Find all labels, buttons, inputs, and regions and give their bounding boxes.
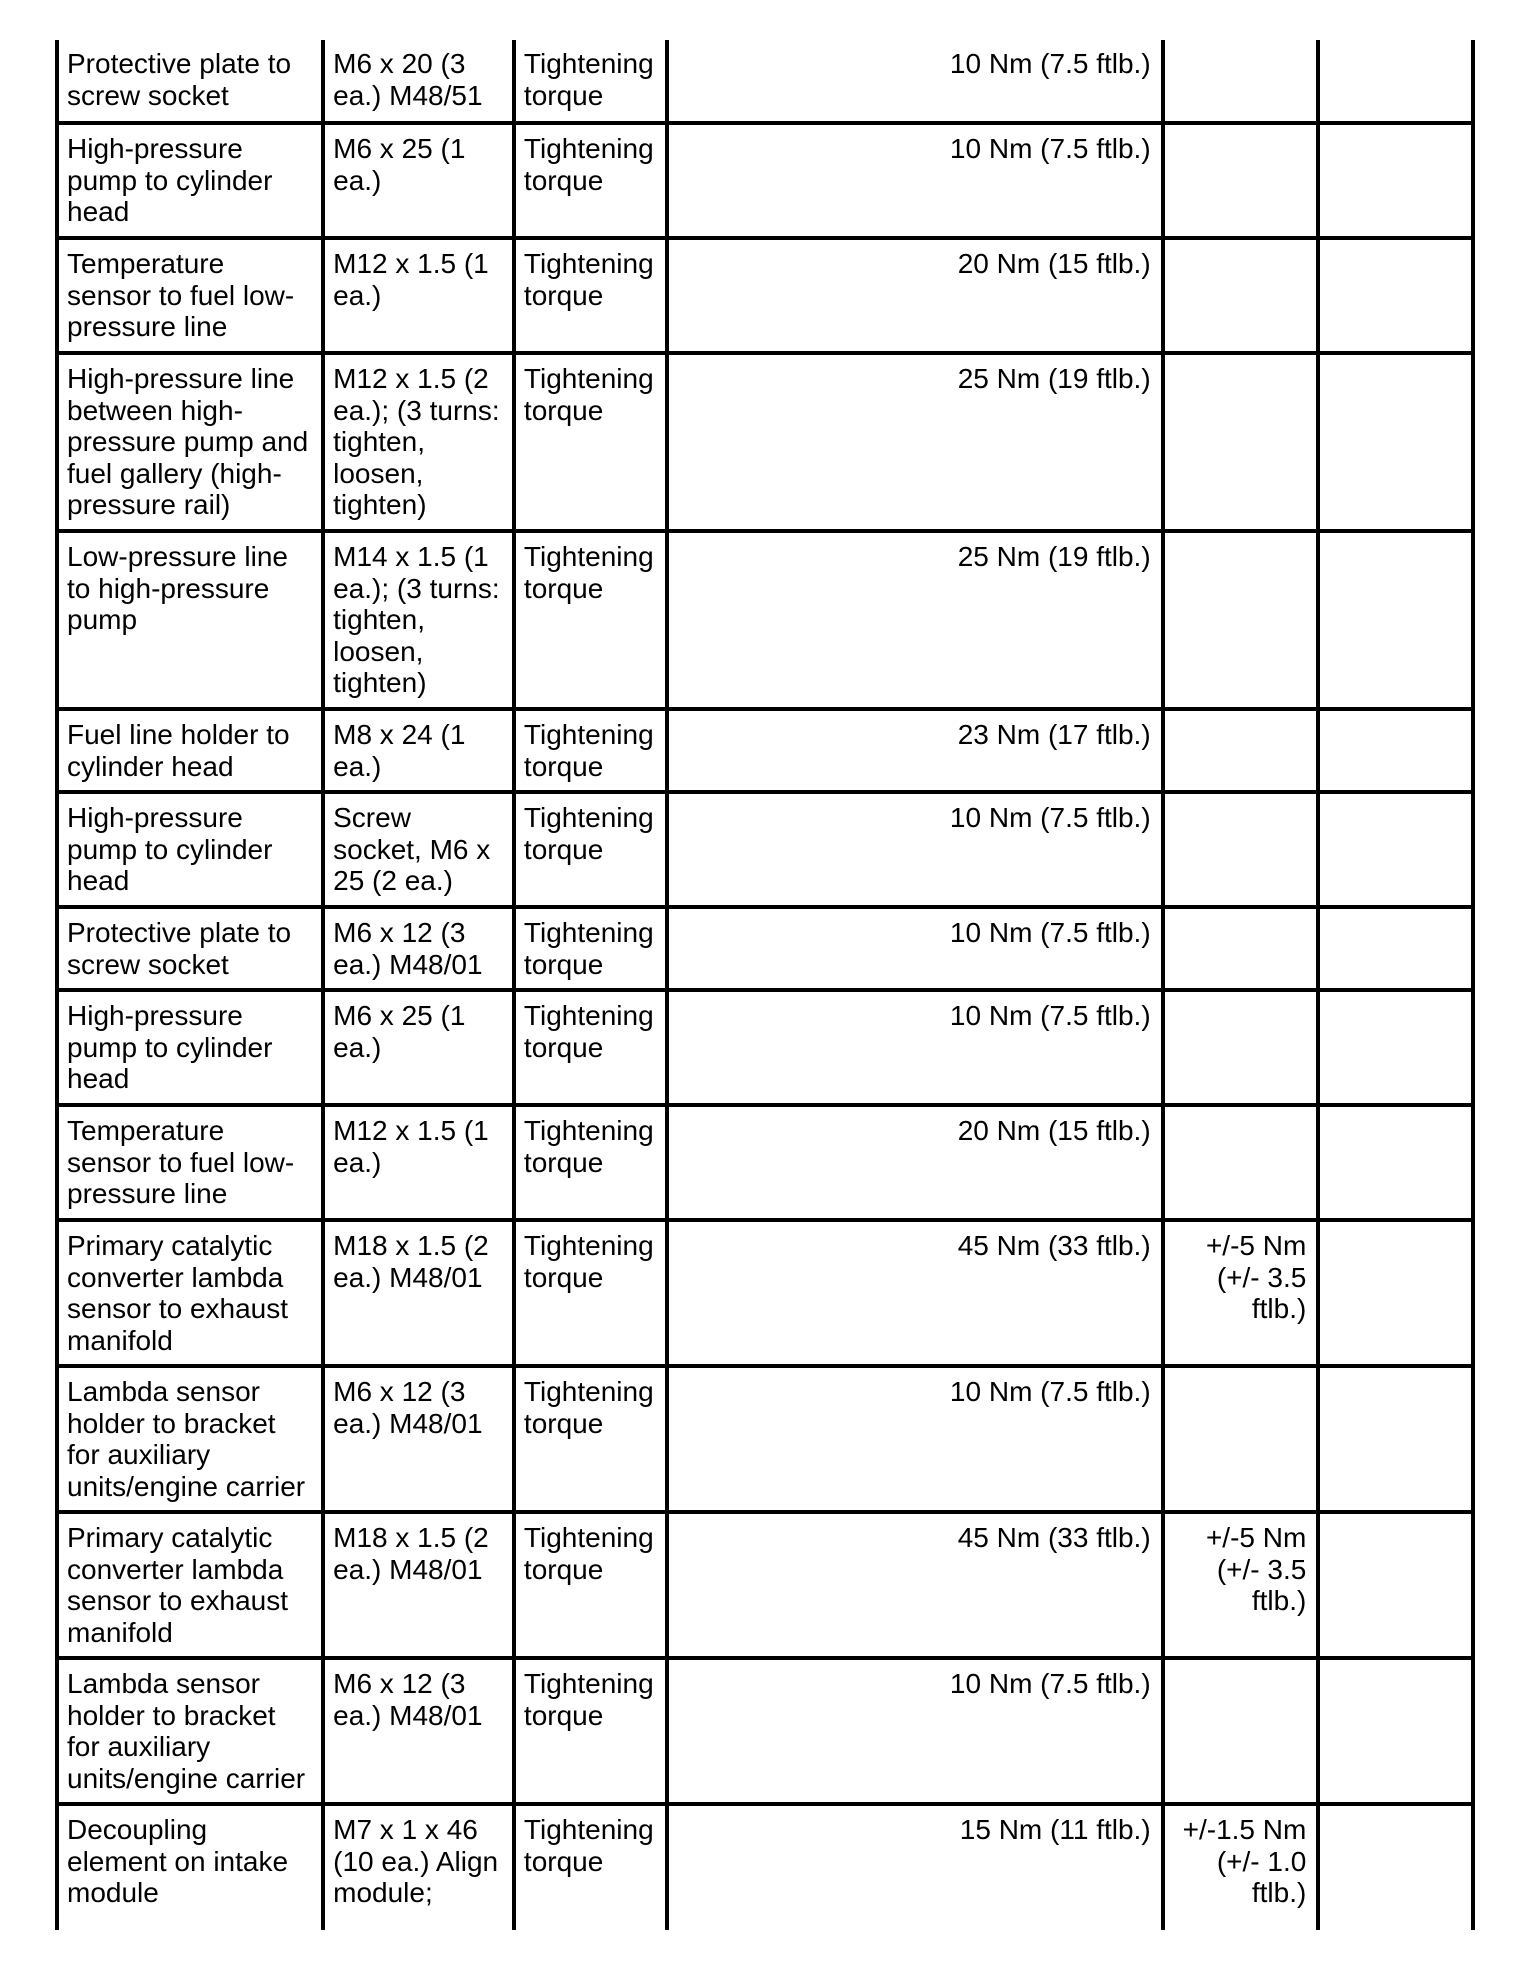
tolerance-cell: +/-5 Nm (+/- 3.5 ftlb.) [1163,1512,1319,1658]
table-row [57,1220,1473,1366]
tolerance-cell [1163,907,1319,990]
torque-value-cell: 10 Nm (7.5 ftlb.) [667,792,1163,907]
fastener-cell: M6 x 20 (3 ea.) M48/51 [323,40,514,123]
tolerance-cell: +/-1.5 Nm (+/- 1.0 ftlb.) [1163,1804,1319,1930]
fastener-cell: M12 x 1.5 (2 ea.); (3 turns: tighten, loosen, tighten) [323,353,514,531]
note-cell [1318,1658,1473,1804]
fastener-cell: M6 x 12 (3 ea.) M48/01 [323,1366,514,1512]
torque-value-cell: 10 Nm (7.5 ftlb.) [667,123,1163,238]
component-cell: Protective plate to screw socket [57,907,323,990]
tolerance-cell [1163,1658,1319,1804]
note-cell [1318,1512,1473,1658]
spec-type-cell: Tightening torque [514,1220,667,1366]
table-row [57,531,1473,709]
note-cell [1318,1105,1473,1220]
tolerance-cell [1163,123,1319,238]
component-cell: High-pressure pump to cylinder head [57,123,323,238]
component-cell: Temperature sensor to fuel low-pressure line [57,1105,323,1220]
table-row [57,1804,1473,1930]
tolerance-cell [1163,531,1319,709]
spec-type-cell: Tightening torque [514,1366,667,1512]
component-cell: Lambda sensor holder to bracket for auxiliary units/engine carrier [57,1366,323,1512]
torque-value-cell: 10 Nm (7.5 ftlb.) [667,1366,1163,1512]
table-row [57,238,1473,353]
table-row [57,353,1473,531]
torque-value-cell: 15 Nm (11 ftlb.) [667,1804,1163,1930]
note-cell [1318,1220,1473,1366]
component-cell: High-pressure pump to cylinder head [57,990,323,1105]
fastener-cell: M14 x 1.5 (1 ea.); (3 turns: tighten, loosen, tighten) [323,531,514,709]
table-row [57,990,1473,1105]
note-cell [1318,907,1473,990]
torque-value-cell: 20 Nm (15 ftlb.) [667,238,1163,353]
table-row [57,792,1473,907]
table-row [57,40,1473,123]
spec-type-cell: Tightening torque [514,709,667,792]
note-cell [1318,1804,1473,1930]
tolerance-cell [1163,1105,1319,1220]
tolerance-cell [1163,709,1319,792]
torque-value-cell: 20 Nm (15 ftlb.) [667,1105,1163,1220]
torque-value-cell: 45 Nm (33 ftlb.) [667,1512,1163,1658]
table-row [57,1658,1473,1804]
spec-type-cell: Tightening torque [514,40,667,123]
spec-type-cell: Tightening torque [514,1105,667,1220]
component-cell: Decoupling element on intake module [57,1804,323,1930]
fastener-cell: M8 x 24 (1 ea.) [323,709,514,792]
fastener-cell: M18 x 1.5 (2 ea.) M48/01 [323,1220,514,1366]
spec-type-cell: Tightening torque [514,238,667,353]
component-cell: Protective plate to screw socket [57,40,323,123]
spec-type-cell: Tightening torque [514,353,667,531]
tolerance-cell [1163,238,1319,353]
note-cell [1318,353,1473,531]
torque-spec-table [55,40,1475,1930]
spec-type-cell: Tightening torque [514,531,667,709]
torque-spec-body [57,40,1473,1930]
torque-value-cell: 10 Nm (7.5 ftlb.) [667,40,1163,123]
table-row [57,1512,1473,1658]
note-cell [1318,123,1473,238]
tolerance-cell [1163,1366,1319,1512]
torque-value-cell: 25 Nm (19 ftlb.) [667,353,1163,531]
spec-type-cell: Tightening torque [514,1658,667,1804]
component-cell: Low-pressure line to high-pressure pump [57,531,323,709]
spec-type-cell: Tightening torque [514,123,667,238]
torque-value-cell: 25 Nm (19 ftlb.) [667,531,1163,709]
note-cell [1318,1366,1473,1512]
note-cell [1318,990,1473,1105]
spec-type-cell: Tightening torque [514,1804,667,1930]
component-cell: Temperature sensor to fuel low-pressure line [57,238,323,353]
tolerance-cell [1163,792,1319,907]
tolerance-cell [1163,353,1319,531]
table-row [57,709,1473,792]
torque-value-cell: 45 Nm (33 ftlb.) [667,1220,1163,1366]
note-cell [1318,40,1473,123]
torque-value-cell: 23 Nm (17 ftlb.) [667,709,1163,792]
torque-value-cell: 10 Nm (7.5 ftlb.) [667,1658,1163,1804]
spec-type-cell: Tightening torque [514,1512,667,1658]
torque-value-cell: 10 Nm (7.5 ftlb.) [667,990,1163,1105]
spec-type-cell: Tightening torque [514,792,667,907]
fastener-cell: M6 x 25 (1 ea.) [323,990,514,1105]
component-cell: High-pressure pump to cylinder head [57,792,323,907]
component-cell: Lambda sensor holder to bracket for auxiliary units/engine carrier [57,1658,323,1804]
note-cell [1318,238,1473,353]
spec-type-cell: Tightening torque [514,990,667,1105]
table-row [57,1366,1473,1512]
note-cell [1318,792,1473,907]
fastener-cell: M6 x 25 (1 ea.) [323,123,514,238]
tolerance-cell: +/-5 Nm (+/- 3.5 ftlb.) [1163,1220,1319,1366]
note-cell [1318,531,1473,709]
note-cell [1318,709,1473,792]
component-cell: Primary catalytic converter lambda sensor to exhaust manifold [57,1220,323,1366]
torque-value-cell: 10 Nm (7.5 ftlb.) [667,907,1163,990]
component-cell: High-pressure line between high-pressure pump and fuel gallery (high-pressure rail) [57,353,323,531]
fastener-cell: M18 x 1.5 (2 ea.) M48/01 [323,1512,514,1658]
table-row [57,123,1473,238]
spec-type-cell: Tightening torque [514,907,667,990]
fastener-cell: M6 x 12 (3 ea.) M48/01 [323,907,514,990]
table-row [57,907,1473,990]
fastener-cell: M6 x 12 (3 ea.) M48/01 [323,1658,514,1804]
tolerance-cell [1163,40,1319,123]
fastener-cell: M7 x 1 x 46 (10 ea.) Align module; [323,1804,514,1930]
tolerance-cell [1163,990,1319,1105]
fastener-cell: M12 x 1.5 (1 ea.) [323,238,514,353]
component-cell: Fuel line holder to cylinder head [57,709,323,792]
component-cell: Primary catalytic converter lambda sensor to exhaust manifold [57,1512,323,1658]
fastener-cell: M12 x 1.5 (1 ea.) [323,1105,514,1220]
table-row [57,1105,1473,1220]
fastener-cell: Screw socket, M6 x 25 (2 ea.) [323,792,514,907]
